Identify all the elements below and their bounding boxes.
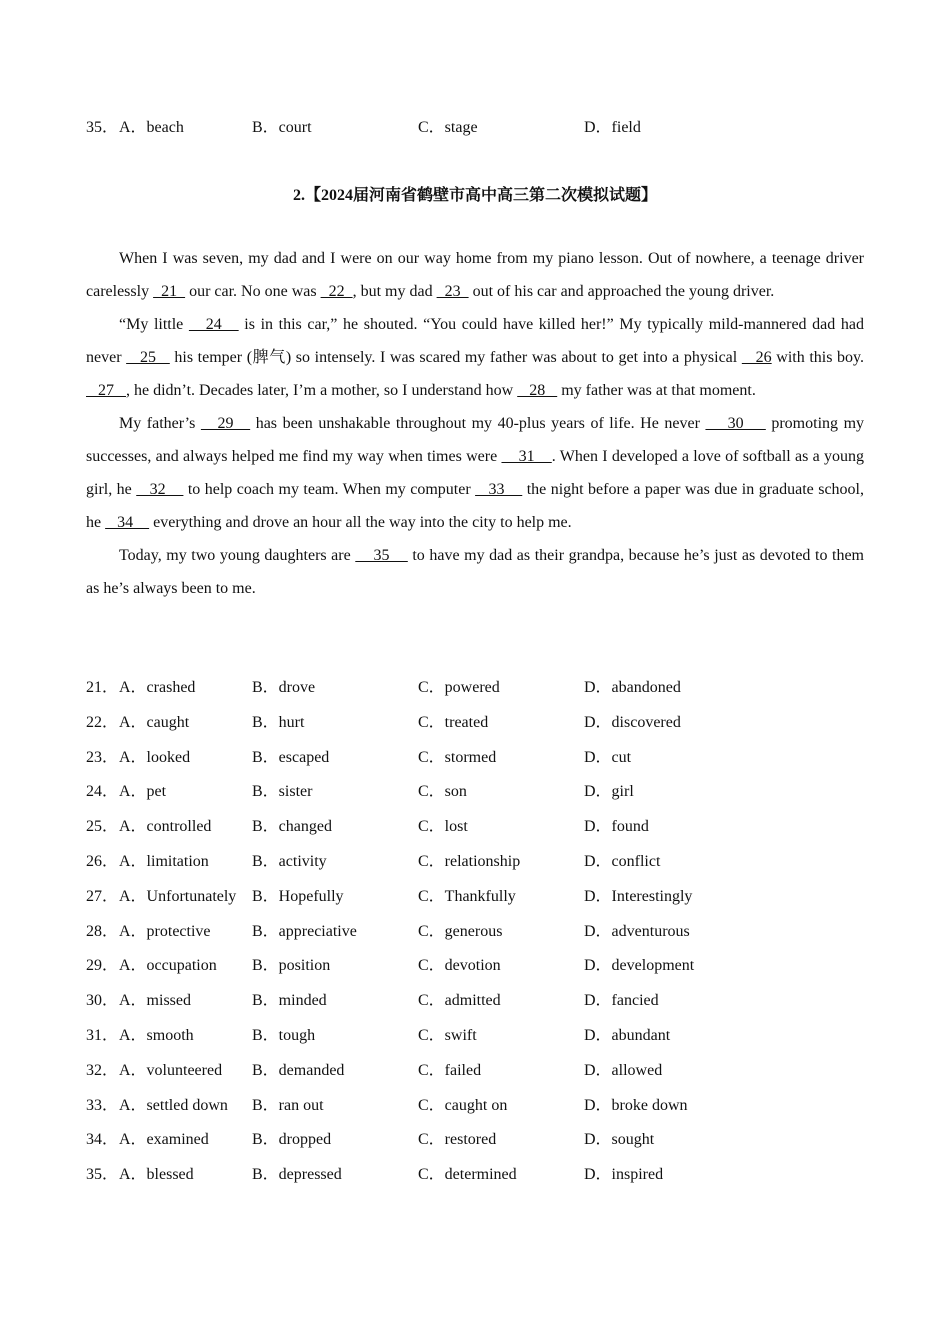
passage-text: . When I developed a love of softball as a young girl, he xyxy=(86,448,865,498)
passage-text: out of his car and approached the young driver. xyxy=(468,283,775,300)
option-d: D．found xyxy=(584,818,649,836)
option-d: D．Interestingly xyxy=(584,887,693,905)
option-b: B．ran out xyxy=(252,1096,324,1114)
option-b: B．drove xyxy=(252,679,316,696)
option-d: D．adventurous xyxy=(584,922,690,940)
answer-blank: 33 xyxy=(475,481,523,498)
question-number: 35． xyxy=(86,119,119,136)
question-number: 29． xyxy=(86,957,119,975)
passage-text: has been unshakable throughout my 40-plus years of life. He never xyxy=(250,415,706,432)
option-c: C．lost xyxy=(418,818,468,836)
passage-text: is in this car,” he shouted. “You could have killed her!” My typically mild-mannered dad had never xyxy=(86,316,865,366)
question-number: 26． xyxy=(86,853,119,870)
option-a: A．occupation xyxy=(119,957,217,975)
answer-blank: 34 xyxy=(105,514,150,531)
option-b: B．changed xyxy=(252,818,332,836)
option-d: D．conflict xyxy=(584,853,661,870)
passage-text: to have my dad as their grandpa, because he’s just as devoted to them as he’s always been to me. xyxy=(86,547,865,597)
option-c: C．relationship xyxy=(418,853,521,870)
option-a: A．controlled xyxy=(119,818,212,836)
question-number: 23． xyxy=(86,748,119,766)
answer-blank: 28 xyxy=(517,382,558,399)
question-number: 31． xyxy=(86,1027,119,1044)
option-a: A．blessed xyxy=(119,1166,194,1184)
option-d: D．discovered xyxy=(584,713,681,731)
option-d: D．allowed xyxy=(584,1061,663,1079)
option-c: C．generous xyxy=(418,922,503,940)
section-title: 2.【2024届河南省鹤壁市高中高三第二次模拟试题】 xyxy=(292,187,657,204)
answer-blank: 35 xyxy=(355,547,408,564)
option-b: B．appreciative xyxy=(252,922,357,940)
option-c: C．devotion xyxy=(418,957,501,975)
answer-blank: 26 xyxy=(741,349,772,366)
answer-blank: 25 xyxy=(126,349,170,366)
passage-paragraph xyxy=(86,407,864,539)
passage-text: everything and drove an hour all the way into the city to help me. xyxy=(149,514,572,531)
passage-paragraph xyxy=(86,242,864,308)
question-number: 27． xyxy=(86,887,119,905)
option-d: D．girl xyxy=(584,783,634,801)
question-number: 33． xyxy=(86,1096,119,1114)
option-b: B．court xyxy=(252,119,312,136)
passage-text: “My little xyxy=(119,316,189,333)
option-d: D．abundant xyxy=(584,1027,671,1044)
option-b: B．sister xyxy=(252,783,313,801)
passage-text: his temper (脾气) so intensely. I was scared my father was about to get into a physical xyxy=(169,349,742,366)
option-b: B．demanded xyxy=(252,1061,345,1079)
answer-blank: 21 xyxy=(153,283,186,300)
option-c: C．failed xyxy=(418,1061,482,1079)
option-b: B．position xyxy=(252,957,331,975)
passage-paragraph xyxy=(86,308,864,407)
option-b: B．activity xyxy=(252,853,327,870)
answer-blank: 23 xyxy=(436,283,469,300)
option-a: A．missed xyxy=(119,992,192,1010)
answer-blank: 24 xyxy=(188,316,239,333)
option-a: A．examined xyxy=(119,1131,209,1149)
answer-blank: 30 xyxy=(705,415,766,432)
question-number: 30． xyxy=(86,992,119,1010)
option-d: D．field xyxy=(584,119,641,136)
question-number: 22． xyxy=(86,713,119,731)
passage-text: Today, my two young daughters are xyxy=(119,547,356,564)
passage-text: my father was at that moment. xyxy=(557,382,756,399)
option-a: A．looked xyxy=(119,748,191,766)
cloze-passage xyxy=(86,242,864,605)
option-c: C．restored xyxy=(418,1131,497,1149)
passage-text: , he didn’t. Decades later, I’m a mother, so I understand how xyxy=(126,382,518,399)
passage-text: My father’s xyxy=(119,415,201,432)
option-c: C．admitted xyxy=(418,992,501,1010)
option-c: C．determined xyxy=(418,1166,517,1184)
passage-text: When I was seven, my dad and I were on our way home from my piano lesson. Out of nowhere, a teenage driver carelessly xyxy=(86,250,864,300)
option-c: C．son xyxy=(418,783,467,801)
option-a: A．Unfortunately xyxy=(119,887,237,905)
option-c: C．powered xyxy=(418,679,500,696)
passage-text: our car. No one was xyxy=(185,283,321,300)
passage-text: with this boy. xyxy=(771,349,865,366)
option-d: D．sought xyxy=(584,1131,655,1149)
answer-blank: 27 xyxy=(86,382,126,399)
option-c: C．swift xyxy=(418,1027,477,1044)
option-a: A．crashed xyxy=(119,679,196,696)
answer-blank: 32 xyxy=(136,481,184,498)
answer-blank: 29 xyxy=(200,415,251,432)
option-b: B．minded xyxy=(252,992,327,1010)
option-c: C．stormed xyxy=(418,748,497,766)
option-b: B．depressed xyxy=(252,1166,342,1184)
option-a: A．settled down xyxy=(119,1096,228,1114)
option-a: A．smooth xyxy=(119,1027,194,1044)
question-number: 21． xyxy=(86,679,119,696)
passage-text: the night before a paper was due in graduate school, he xyxy=(86,481,864,531)
question-number: 28． xyxy=(86,922,119,940)
option-c: C．stage xyxy=(418,119,478,136)
option-b: B．tough xyxy=(252,1027,316,1044)
option-a: A．protective xyxy=(119,922,211,940)
option-b: B．escaped xyxy=(252,748,330,766)
option-c: C．treated xyxy=(418,713,489,731)
option-a: A．volunteered xyxy=(119,1061,223,1079)
question-number: 35． xyxy=(86,1166,119,1184)
passage-paragraph xyxy=(86,539,864,605)
option-a: A．beach xyxy=(119,119,184,136)
question-number: 24． xyxy=(86,783,119,801)
option-b: B．dropped xyxy=(252,1131,332,1149)
passage-text: to help coach my team. When my computer xyxy=(183,481,476,498)
option-a: A．caught xyxy=(119,713,190,731)
option-c: C．Thankfully xyxy=(418,887,516,905)
option-d: D．cut xyxy=(584,748,632,766)
option-d: D．fancied xyxy=(584,992,659,1010)
answer-blank: 22 xyxy=(320,283,353,300)
option-a: A．limitation xyxy=(119,853,209,870)
option-d: D．broke down xyxy=(584,1096,688,1114)
question-number: 34． xyxy=(86,1131,119,1149)
passage-text: , but my dad xyxy=(352,283,437,300)
answer-blank: 31 xyxy=(501,448,552,465)
option-b: B．Hopefully xyxy=(252,887,344,905)
question-number: 32． xyxy=(86,1061,119,1079)
option-d: D．abandoned xyxy=(584,679,681,696)
option-d: D．inspired xyxy=(584,1166,664,1184)
question-number: 25． xyxy=(86,818,119,836)
option-d: D．development xyxy=(584,957,695,975)
option-b: B．hurt xyxy=(252,713,305,731)
option-a: A．pet xyxy=(119,783,167,801)
passage-text: promoting my successes, and always helped me find my way when times were xyxy=(86,415,865,465)
option-c: C．caught on xyxy=(418,1096,508,1114)
